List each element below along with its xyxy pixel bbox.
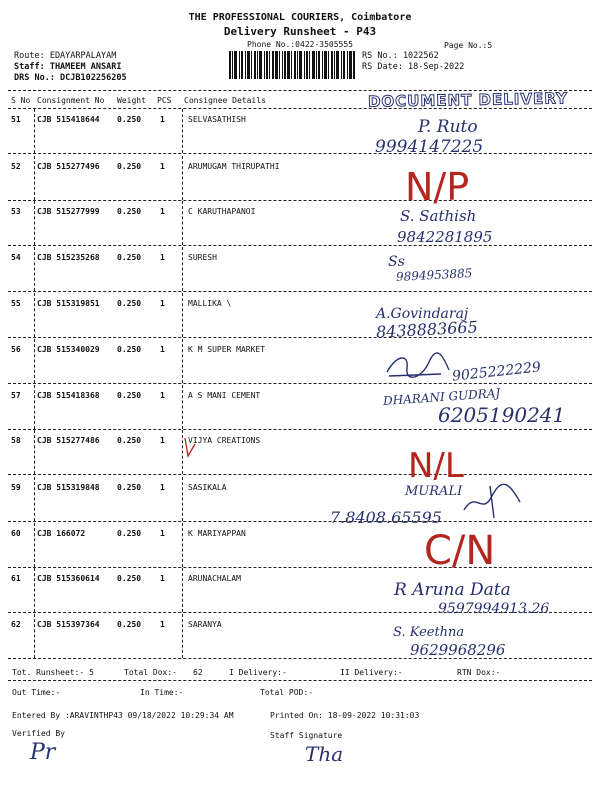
row-consignment-no: CJB 515319848 <box>37 483 100 492</box>
handwritten-signature: P. Ruto <box>418 117 478 137</box>
row-divider <box>8 200 592 201</box>
row-divider <box>8 291 592 292</box>
page-number: Page No.:5 <box>444 41 493 50</box>
row-weight: 0.250 <box>117 620 142 629</box>
row-consignment-no: CJB 515277999 <box>37 207 100 216</box>
document-delivery-stamp: DOCUMENT DELIVERY <box>367 89 569 111</box>
row-consignee: A S MANI CEMENT <box>188 391 261 400</box>
row-weight: 0.250 <box>117 115 142 124</box>
row-sno: 61 <box>11 574 21 583</box>
column-separator <box>34 477 35 521</box>
row-consignee: MALLIKA \ <box>188 299 232 308</box>
col-sno: S No <box>11 96 31 105</box>
row-pcs: 1 <box>160 529 165 538</box>
sheet-title: Delivery Runsheet - P43 <box>223 25 377 38</box>
row-consignee: C KARUTHAPANOI <box>188 207 256 216</box>
row-weight: 0.250 <box>117 253 142 262</box>
row-sno: 59 <box>11 483 21 492</box>
column-separator <box>182 293 183 337</box>
row-weight: 0.250 <box>117 574 142 583</box>
row-consignee: K MARIYAPPAN <box>188 529 246 538</box>
row-pcs: 1 <box>160 345 165 354</box>
column-separator <box>34 156 35 200</box>
row-consignment-no: CJB 515235268 <box>37 253 100 262</box>
row-sno: 53 <box>11 207 21 216</box>
handwritten-signature: S. Sathish <box>400 207 477 225</box>
barcode <box>229 51 355 79</box>
rs-number: RS No.: 1022562 <box>362 51 439 61</box>
row-consignee: SELVASATHISH <box>188 115 246 124</box>
row-consignment-no: CJB 515360614 <box>37 574 100 583</box>
entered-by: Entered By :ARAVINTHP43 09/18/2022 10:29:34 AM <box>12 711 234 720</box>
row-consignee: SASIKALA <box>188 483 227 492</box>
row-sno: 54 <box>11 253 21 262</box>
column-separator <box>182 523 183 567</box>
handwritten-signature: MURALI <box>405 484 463 499</box>
row-consignee: SARANYA <box>188 620 222 629</box>
row-weight: 0.250 <box>117 207 142 216</box>
row-consignee: ARUMUGAM THIRUPATHI <box>188 162 280 171</box>
handwritten-phone: 9597994913.26 <box>438 601 550 617</box>
row-divider <box>8 474 592 475</box>
column-separator <box>34 109 35 153</box>
row-consignment-no: CJB 515319851 <box>37 299 100 308</box>
row-consignment-no: CJB 515397364 <box>37 620 100 629</box>
handwritten-phone: 9842281895 <box>397 228 493 246</box>
handwritten-phone: 9994147225 <box>375 137 484 157</box>
row-sno: 62 <box>11 620 21 629</box>
row-sno: 55 <box>11 299 21 308</box>
handwritten-phone: 9894953885 <box>395 266 473 284</box>
handwritten-status-mark: N/L <box>408 446 464 486</box>
total-dox-label: Total Dox:- <box>124 668 177 677</box>
staff-signature-label: Staff Signature <box>270 731 343 740</box>
column-separator <box>34 523 35 567</box>
phone-number: Phone No.:0422-3505555 <box>247 40 353 49</box>
row-consignee: SURESH <box>188 253 217 262</box>
row-divider <box>8 153 592 154</box>
handwritten-scribble-signature <box>383 350 453 382</box>
column-separator <box>182 568 183 612</box>
row-divider <box>8 383 592 384</box>
column-separator <box>34 614 35 658</box>
row-sno: 60 <box>11 529 21 538</box>
column-separator <box>182 156 183 200</box>
handwritten-tick-mark <box>182 436 198 460</box>
row-divider <box>8 521 592 522</box>
column-separator <box>34 568 35 612</box>
row-sno: 58 <box>11 436 21 445</box>
column-separator <box>34 201 35 245</box>
row-weight: 0.250 <box>117 529 142 538</box>
row-weight: 0.250 <box>117 299 142 308</box>
handwritten-signature: S. Keethna <box>393 625 465 640</box>
drs-number: DRS No.: DCJB102256205 <box>14 73 127 83</box>
total-pod: Total POD:- <box>260 688 313 697</box>
row-pcs: 1 <box>160 391 165 400</box>
in-time: In Time:- <box>140 688 184 697</box>
row-weight: 0.250 <box>117 436 142 445</box>
row-sno: 57 <box>11 391 21 400</box>
handwritten-phone: 9629968296 <box>410 641 506 659</box>
column-separator <box>34 247 35 291</box>
row-weight: 0.250 <box>117 162 142 171</box>
divider <box>8 108 592 109</box>
row-weight: 0.250 <box>117 391 142 400</box>
column-separator <box>182 339 183 383</box>
row-pcs: 1 <box>160 483 165 492</box>
col-consignment: Consignment No <box>37 96 105 105</box>
column-separator <box>34 339 35 383</box>
row-pcs: 1 <box>160 207 165 216</box>
row-consignment-no: CJB 515277486 <box>37 436 100 445</box>
column-separator <box>182 109 183 153</box>
row-consignment-no: CJB 166072 <box>37 529 86 538</box>
row-consignee: K M SUPER MARKET <box>188 345 266 354</box>
row-consignment-no: CJB 515277496 <box>37 162 100 171</box>
row-divider <box>8 567 592 568</box>
handwritten-signature: DHARANI GUDRAJ <box>382 385 501 409</box>
printed-on: Printed On: 18-09-2022 10:31:03 <box>270 711 420 720</box>
column-separator <box>182 201 183 245</box>
row-pcs: 1 <box>160 436 165 445</box>
row-consignment-no: CJB 515340029 <box>37 345 100 354</box>
handwritten-phone: 7.8408.65595 <box>330 508 442 527</box>
handwritten-phone: 9025222229 <box>451 359 542 385</box>
company-title: THE PROFESSIONAL COURIERS, Coimbatore <box>188 12 412 23</box>
row-consignee: VIJYA CREATIONS <box>188 436 261 445</box>
col-weight: Weight <box>117 96 146 105</box>
row-pcs: 1 <box>160 299 165 308</box>
row-sno: 56 <box>11 345 21 354</box>
total-runsheet: Tot. Runsheet:- 5 <box>12 668 94 677</box>
column-separator <box>182 477 183 521</box>
staff-signature: Tha <box>305 742 344 766</box>
row-divider <box>8 245 592 246</box>
column-separator <box>182 385 183 429</box>
col-pcs: PCS <box>157 96 172 105</box>
column-separator <box>182 614 183 658</box>
row-weight: 0.250 <box>117 483 142 492</box>
out-time: Out Time:- <box>12 688 61 697</box>
row-divider <box>8 337 592 338</box>
route: Route: EDAYARPALAYAM <box>14 51 117 61</box>
column-separator <box>34 385 35 429</box>
row-weight: 0.250 <box>117 345 142 354</box>
col-consignee: Consignee Details <box>184 96 266 105</box>
column-separator <box>182 247 183 291</box>
row-pcs: 1 <box>160 115 165 124</box>
row-pcs: 1 <box>160 162 165 171</box>
verified-by-label: Verified By <box>12 729 65 738</box>
handwritten-signature: Ss <box>388 254 405 270</box>
row-sno: 51 <box>11 115 21 124</box>
row-pcs: 1 <box>160 620 165 629</box>
verified-signature: Pr <box>30 740 56 765</box>
row-consignee: ARUNACHALAM <box>188 574 241 583</box>
divider <box>8 680 592 681</box>
ii-delivery: II Delivery:- <box>340 668 403 677</box>
row-sno: 52 <box>11 162 21 171</box>
handwritten-status-mark: N/P <box>405 165 470 209</box>
column-separator <box>34 430 35 474</box>
column-separator <box>34 293 35 337</box>
row-consignment-no: CJB 515418644 <box>37 115 100 124</box>
handwritten-signature: R Aruna Data <box>394 580 511 600</box>
total-dox-value: 62 <box>193 668 203 677</box>
handwritten-signature: A.Govindaraj <box>376 306 469 322</box>
handwritten-phone: 6205190241 <box>438 403 566 427</box>
row-pcs: 1 <box>160 574 165 583</box>
rtn-dox: RTN Dox:- <box>457 668 501 677</box>
handwritten-phone: 8438883665 <box>375 317 479 342</box>
row-pcs: 1 <box>160 253 165 262</box>
staff-name: Staff: THAMEEM ANSARI <box>14 62 122 72</box>
row-consignment-no: CJB 515418368 <box>37 391 100 400</box>
row-divider <box>8 429 592 430</box>
rs-date: RS Date: 18-Sep-2022 <box>362 62 465 72</box>
handwritten-scribble-signature <box>460 480 530 520</box>
i-delivery: I Delivery:- <box>229 668 287 677</box>
handwritten-status-mark: C/N <box>424 528 496 574</box>
